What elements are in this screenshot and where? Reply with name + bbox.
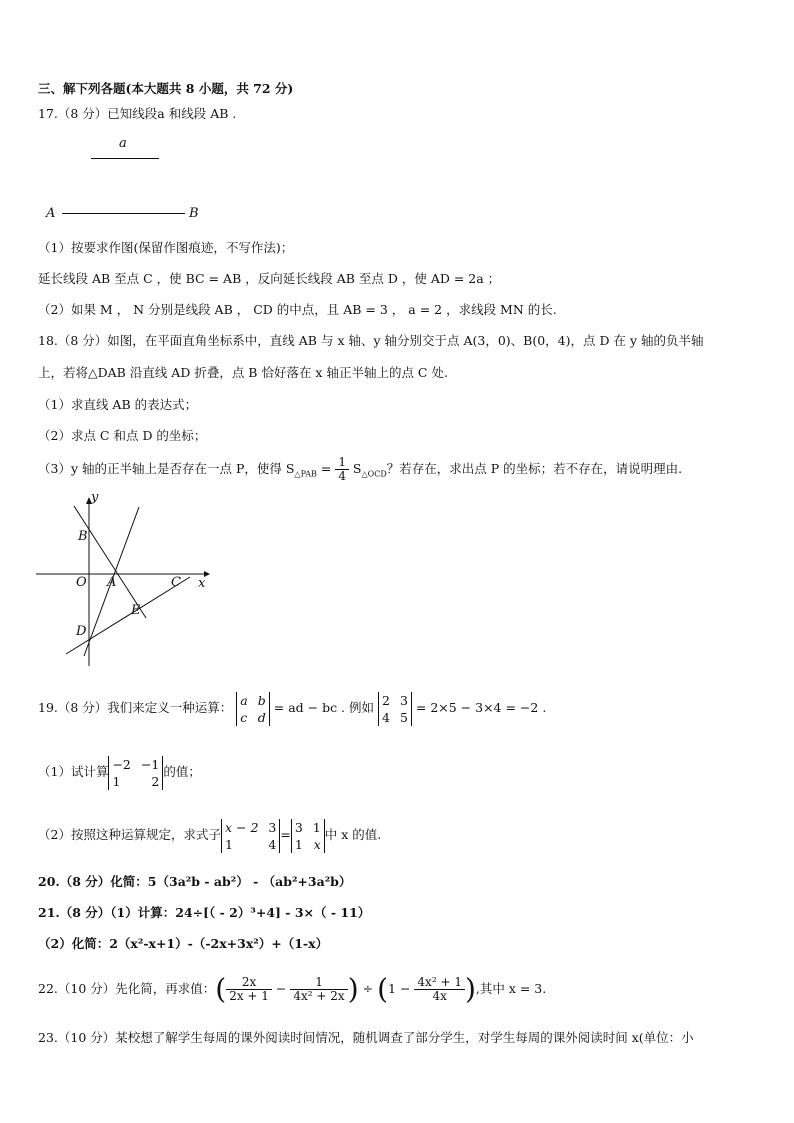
q21-part2: （2）化简：2（x²-x+1）-（-2x+3x²）+（1-x） [38,936,329,951]
section-title: 三、解下列各题(本大题共 8 小题，共 72 分) [38,81,294,96]
line-AB [74,506,146,618]
q19-part2: （2）按照这种运算规定，求式子 x − 2 3 1 4 = 3 1 1 x 中 x 的值. [38,819,382,852]
det-definition: a b c d [236,692,269,726]
label-D: D [76,624,87,639]
q19-stem: 19.（8 分）我们来定义一种运算： a b c d = ad − bc . 例如 2 3 4 5 = 2×5 − 3×4 = −2 . [38,692,547,725]
q17-part2: （2）如果 M ， N 分别是线段 AB ， CD 的中点，且 AB = 3 ， a = 2 ，求线段 MN 的长. [38,302,557,317]
q18-part1: （1）求直线 AB 的表达式； [38,397,198,412]
segment-A-label: A [46,206,56,221]
q22-stem: 22.（10 分）先化简，再求值：( $\frac{2x}{2x + 1}$ − $\frac{1}{\text{4x² + 2x}}$ ) ÷ (1 − $\frac{\text{4x² + 1}}{4x}$ ),其中 x = 3. [38,972,547,1006]
label-C: C [171,575,181,590]
label-E: E [131,603,141,618]
q17-stem: 17.（8 分）已知线段a 和线段 AB . [38,106,237,121]
label-A: A [107,575,117,590]
q17-part1-instruction: 延长线段 AB 至点 C ，使 BC = AB ，反向延长线段 AB 至点 D ，使 AD = 2a ； [38,271,501,286]
q21-part1: 21.（8 分）（1）计算：24÷[（ - 2）³+4] - 3×（ - 11） [38,905,371,920]
label-B: B [78,529,88,544]
q18-part2: （2）求点 C 和点 D 的坐标； [38,428,207,443]
q18-part3: （3）y 轴的正半轴上是否存在一点 P，使得 $S_{\triangle PAB}$ = $\frac{1}{4}$ $S_{\triangle OCD}$？若存在，求出点 P 的坐标；若不存在，请说明理由. [38,455,683,483]
det-example: 2 3 4 5 [378,692,412,726]
label-x: x [198,576,206,591]
det-part2-right: 3 1 1 x [291,819,325,853]
segment-a [91,158,159,159]
q19-part1: （1）试计算 −2 −1 1 2 的值； [38,756,201,789]
q20-stem: 20.（8 分）化简：5（3a²b - ab²） - （ab²+3a²b） [38,874,352,889]
det-part1: −2 −1 1 2 [108,756,163,790]
label-O: O [76,575,87,590]
label-y: y [91,494,99,505]
q18-stem-line1: 18.（8 分）如图，在平面直角坐标系中，直线 AB 与 x 轴、y 轴分别交于点 A(3，0)、B(0，4)，点 D 在 y 轴的负半轴 [38,333,704,348]
q18-stem-line2: 上，若将△DAB 沿直线 AD 折叠，点 B 恰好落在 x 轴正半轴上的点 C 处. [38,365,448,380]
q18-coordinate-figure [36,494,216,669]
segment-a-label: a [119,136,127,151]
segment-B-label: B [189,206,199,221]
segment-AB [62,213,185,214]
det-part2-left: x − 2 3 1 4 [221,819,280,853]
q17-part1: （1）按要求作图(保留作图痕迹，不写作法)； [38,240,294,255]
q23-stem: 23.（10 分）某校想了解学生每周的课外阅读时间情况，随机调查了部分学生，对学生每周的课外阅读时间 x(单位：小 [38,1030,694,1045]
